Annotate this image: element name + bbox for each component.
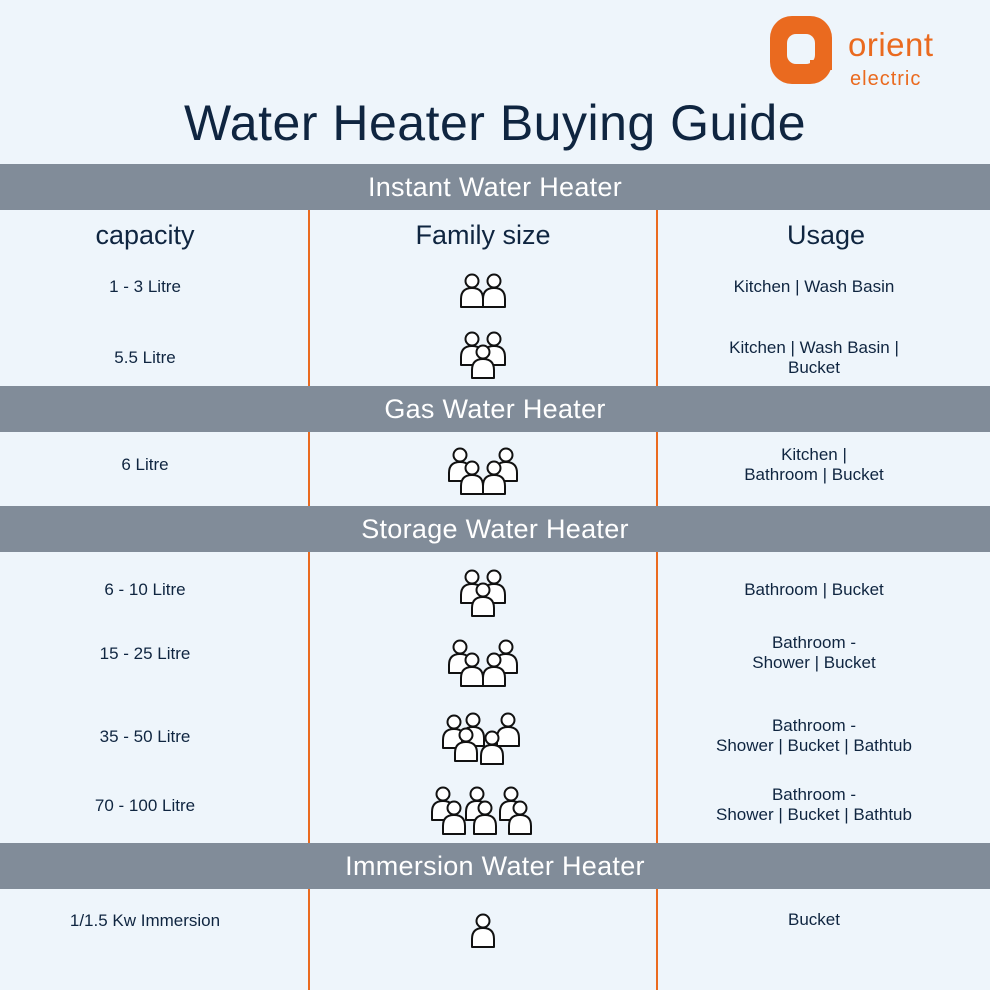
- usage-cell: Bathroom - Shower | Bucket | Bathtub: [716, 716, 912, 755]
- family-size-cell: [310, 324, 656, 378]
- capacity-cell: 1 - 3 Litre: [109, 277, 181, 296]
- people-icon: [428, 260, 538, 314]
- people-icon: [428, 632, 538, 686]
- person-icon: [483, 275, 505, 308]
- section-bar-storage: Storage Water Heater: [0, 506, 990, 552]
- family-size-cell: [310, 706, 656, 762]
- family-size-cell: [310, 440, 656, 494]
- capacity-cell: 5.5 Litre: [114, 348, 176, 367]
- person-icon: [461, 275, 483, 308]
- brand-name: orient: [848, 26, 934, 63]
- usage-cell: Bucket: [788, 910, 840, 929]
- capacity-cell: 15 - 25 Litre: [99, 644, 191, 663]
- usage-cell: Bathroom - Shower | Bucket | Bathtub: [716, 785, 912, 824]
- page-title: Water Heater Buying Guide: [183, 95, 807, 151]
- capacity-cell: 6 Litre: [121, 455, 169, 474]
- person-icon: [497, 714, 519, 747]
- capacity-cell: 70 - 100 Litre: [94, 796, 196, 815]
- brand-sub: electric: [850, 68, 922, 90]
- usage-cell: Kitchen | Wash Basin | Bucket: [729, 338, 899, 377]
- family-size-cell: [310, 562, 656, 616]
- person-icon: [472, 915, 494, 948]
- usage-cell: Kitchen | Bathroom | Bucket: [744, 445, 884, 484]
- orient-logo-mark-icon: [770, 16, 832, 84]
- section-bar-instant: Instant Water Heater: [0, 164, 990, 210]
- usage-cell: Kitchen | Wash Basin: [733, 277, 895, 296]
- column-header-usage: Usage: [786, 220, 866, 250]
- family-size-cell: [310, 262, 656, 312]
- family-size-cell: [310, 778, 656, 834]
- people-icon: [428, 779, 538, 833]
- family-size-cell: [310, 632, 656, 686]
- section-bar-gas: Gas Water Heater: [0, 386, 990, 432]
- usage-cell: Bathroom | Bucket: [744, 580, 884, 599]
- people-icon: [428, 707, 538, 761]
- capacity-cell: 35 - 50 Litre: [99, 727, 191, 746]
- column-header-capacity: capacity: [95, 220, 195, 250]
- section-bar-immersion: Immersion Water Heater: [0, 843, 990, 889]
- people-icon: [428, 440, 538, 494]
- orient-electric-logo: [770, 16, 970, 90]
- family-size-cell: [310, 900, 656, 954]
- capacity-cell: 1/1.5 Kw Immersion: [69, 911, 221, 930]
- people-icon: [428, 900, 538, 954]
- people-icon: [428, 562, 538, 616]
- capacity-cell: 6 - 10 Litre: [104, 580, 186, 599]
- people-icon: [428, 324, 538, 378]
- usage-cell: Bathroom - Shower | Bucket: [752, 633, 876, 672]
- column-header-family-size: Family size: [415, 220, 551, 250]
